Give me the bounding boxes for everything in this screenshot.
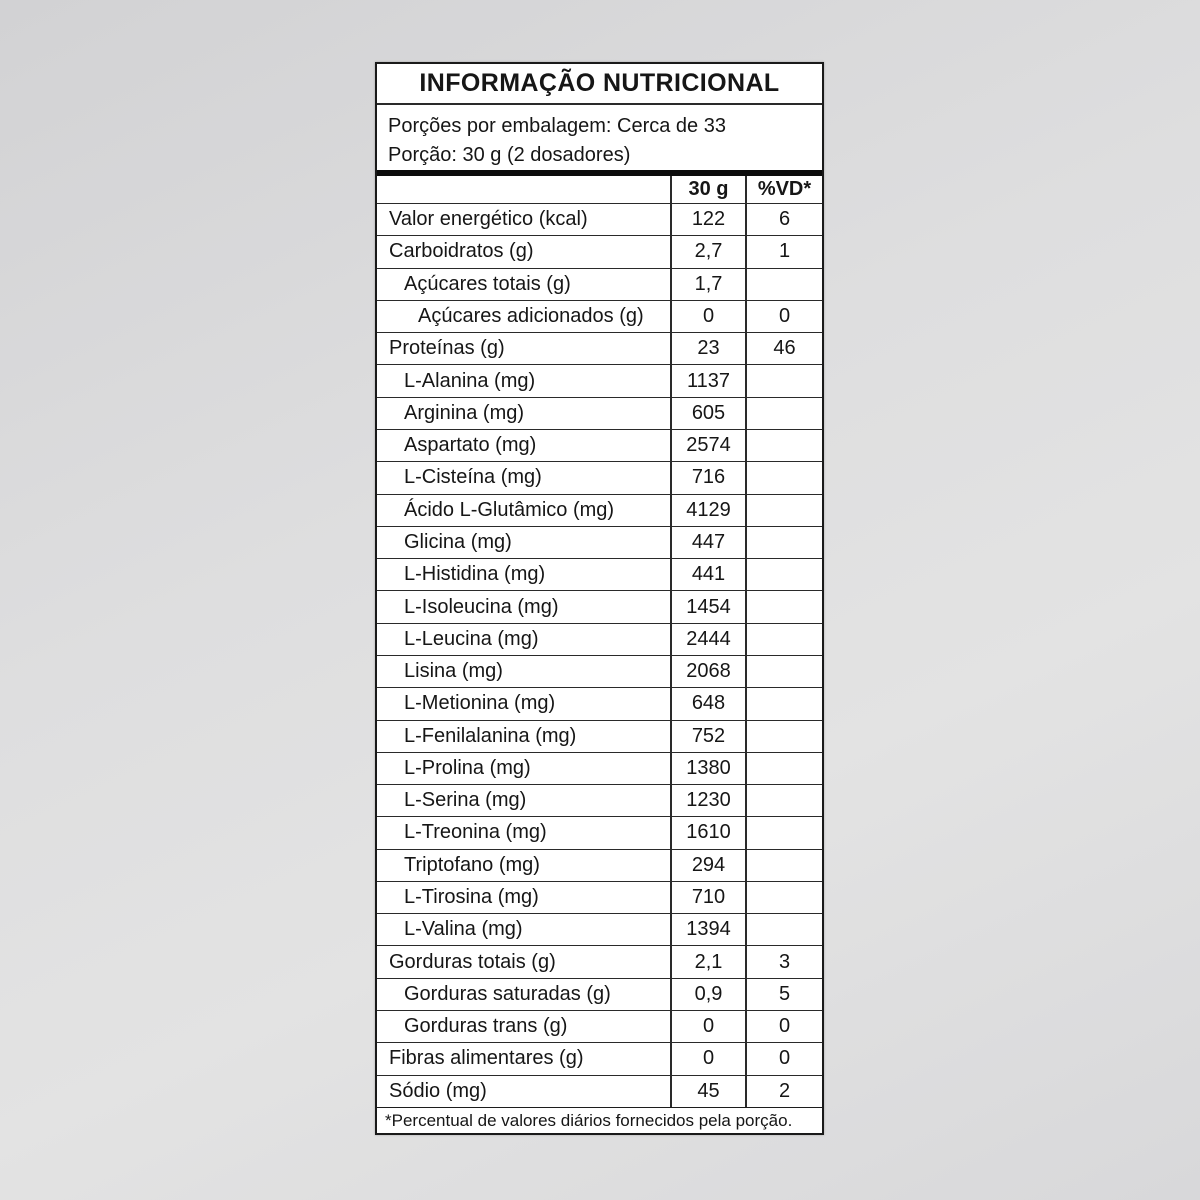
table-row	[377, 720, 822, 752]
nutrient-name: L-Treonina (mg)	[404, 821, 547, 844]
daily-value-percent	[745, 462, 822, 493]
nutrient-name: Proteínas (g)	[389, 337, 505, 360]
amount-per-serving: 45	[670, 1076, 745, 1107]
nutrient-name: Carboidratos (g)	[389, 240, 534, 263]
amount-per-serving: 23	[670, 333, 745, 364]
nutrient-name: L-Leucina (mg)	[404, 627, 539, 650]
nutrient-name: L-Histidina (mg)	[404, 563, 546, 586]
amount-per-serving: 1394	[670, 914, 745, 945]
nutrient-name: Sódio (mg)	[389, 1079, 487, 1102]
nutrient-name: L-Tirosina (mg)	[404, 886, 539, 909]
nutrient-name: Gorduras totais (g)	[389, 950, 556, 973]
table-row	[377, 1075, 822, 1107]
daily-value-percent	[745, 656, 822, 687]
serving-size: Porção: 30 g (2 dosadores)	[388, 144, 631, 166]
servings-per-package: Porções por embalagem: Cerca de 33	[388, 115, 726, 137]
nutrient-name: Triptofano (mg)	[404, 853, 540, 876]
nutrient-name: Valor energético (kcal)	[389, 208, 588, 231]
nutrient-name: Glicina (mg)	[404, 530, 512, 553]
serving-info-block	[377, 105, 822, 176]
amount-per-serving: 122	[670, 204, 745, 235]
nutrient-name: L-Isoleucina (mg)	[404, 595, 559, 618]
daily-value-percent	[745, 365, 822, 396]
daily-value-percent	[745, 559, 822, 590]
amount-per-serving: 1610	[670, 817, 745, 848]
amount-per-serving: 710	[670, 882, 745, 913]
daily-value-percent	[745, 914, 822, 945]
table-row	[377, 526, 822, 558]
nutrient-name: L-Prolina (mg)	[404, 756, 531, 779]
daily-value-percent: 0	[745, 301, 822, 332]
daily-value-percent: 46	[745, 333, 822, 364]
table-row	[377, 494, 822, 526]
daily-value-percent: 1	[745, 236, 822, 267]
nutrient-name: Lisina (mg)	[404, 660, 503, 683]
daily-value-percent: 2	[745, 1076, 822, 1107]
nutrient-name: Açúcares adicionados (g)	[418, 304, 644, 327]
daily-value-percent	[745, 527, 822, 558]
amount-per-serving: 2,7	[670, 236, 745, 267]
daily-value-percent: 5	[745, 979, 822, 1010]
amount-per-serving: 1,7	[670, 269, 745, 300]
amount-per-serving: 2068	[670, 656, 745, 687]
daily-value-percent	[745, 688, 822, 719]
amount-per-serving: 605	[670, 398, 745, 429]
table-row	[377, 429, 822, 461]
header-daily-value-column: %VD*	[745, 176, 822, 203]
table-row	[377, 203, 822, 235]
table-header-row	[377, 176, 822, 203]
daily-value-percent: 0	[745, 1011, 822, 1042]
table-row	[377, 268, 822, 300]
table-row	[377, 623, 822, 655]
amount-per-serving: 1230	[670, 785, 745, 816]
daily-value-percent	[745, 817, 822, 848]
amount-per-serving: 648	[670, 688, 745, 719]
amount-per-serving: 0	[670, 301, 745, 332]
daily-value-percent	[745, 430, 822, 461]
daily-value-percent	[745, 495, 822, 526]
daily-value-percent: 6	[745, 204, 822, 235]
daily-value-percent	[745, 721, 822, 752]
amount-per-serving: 294	[670, 850, 745, 881]
amount-per-serving: 2574	[670, 430, 745, 461]
table-row	[377, 1010, 822, 1042]
table-row	[377, 881, 822, 913]
nutrient-name: L-Alanina (mg)	[404, 369, 536, 392]
table-row	[377, 461, 822, 493]
nutrient-name: L-Fenilalanina (mg)	[404, 724, 577, 747]
table-row	[377, 849, 822, 881]
daily-value-percent	[745, 591, 822, 622]
nutrient-name: Arginina (mg)	[404, 401, 525, 424]
amount-per-serving: 441	[670, 559, 745, 590]
nutrient-name: L-Valina (mg)	[404, 918, 523, 941]
table-row	[377, 590, 822, 622]
nutrition-facts-panel	[375, 62, 824, 1135]
table-row	[377, 558, 822, 590]
daily-value-percent	[745, 785, 822, 816]
daily-value-footnote: *Percentual de valores diários fornecidos pela porção.	[377, 1107, 822, 1133]
daily-value-percent: 0	[745, 1043, 822, 1074]
table-row	[377, 300, 822, 332]
table-row	[377, 364, 822, 396]
amount-per-serving: 2444	[670, 624, 745, 655]
amount-per-serving: 2,1	[670, 946, 745, 977]
daily-value-percent: 3	[745, 946, 822, 977]
table-row	[377, 784, 822, 816]
amount-per-serving: 716	[670, 462, 745, 493]
header-nutrient-column	[377, 176, 670, 203]
nutrient-name: L-Cisteína (mg)	[404, 466, 542, 489]
table-row	[377, 687, 822, 719]
table-row	[377, 655, 822, 687]
amount-per-serving: 1380	[670, 753, 745, 784]
amount-per-serving: 0	[670, 1043, 745, 1074]
nutrient-name: Fibras alimentares (g)	[389, 1047, 584, 1070]
nutrient-name: L-Serina (mg)	[404, 789, 527, 812]
daily-value-percent	[745, 850, 822, 881]
daily-value-percent	[745, 269, 822, 300]
table-row	[377, 1042, 822, 1074]
nutrient-name: L-Metionina (mg)	[404, 692, 556, 715]
table-row	[377, 945, 822, 977]
daily-value-percent	[745, 753, 822, 784]
amount-per-serving: 0	[670, 1011, 745, 1042]
table-row	[377, 235, 822, 267]
amount-per-serving: 1137	[670, 365, 745, 396]
daily-value-percent	[745, 624, 822, 655]
nutrient-name: Açúcares totais (g)	[404, 272, 571, 295]
table-row	[377, 816, 822, 848]
amount-per-serving: 0,9	[670, 979, 745, 1010]
amount-per-serving: 4129	[670, 495, 745, 526]
amount-per-serving: 1454	[670, 591, 745, 622]
amount-per-serving: 752	[670, 721, 745, 752]
nutrient-name: Gorduras trans (g)	[404, 1015, 568, 1038]
nutrient-name: Ácido L-Glutâmico (mg)	[404, 498, 615, 521]
table-row	[377, 913, 822, 945]
table-row	[377, 752, 822, 784]
amount-per-serving: 447	[670, 527, 745, 558]
table-row	[377, 332, 822, 364]
daily-value-percent	[745, 398, 822, 429]
nutrient-table-body	[377, 203, 822, 1107]
header-amount-column: 30 g	[670, 176, 745, 203]
daily-value-percent	[745, 882, 822, 913]
nutrition-label-title: INFORMAÇÃO NUTRICIONAL	[377, 64, 822, 105]
nutrient-name: Aspartato (mg)	[404, 434, 537, 457]
table-row	[377, 978, 822, 1010]
nutrient-name: Gorduras saturadas (g)	[404, 982, 611, 1005]
table-row	[377, 397, 822, 429]
